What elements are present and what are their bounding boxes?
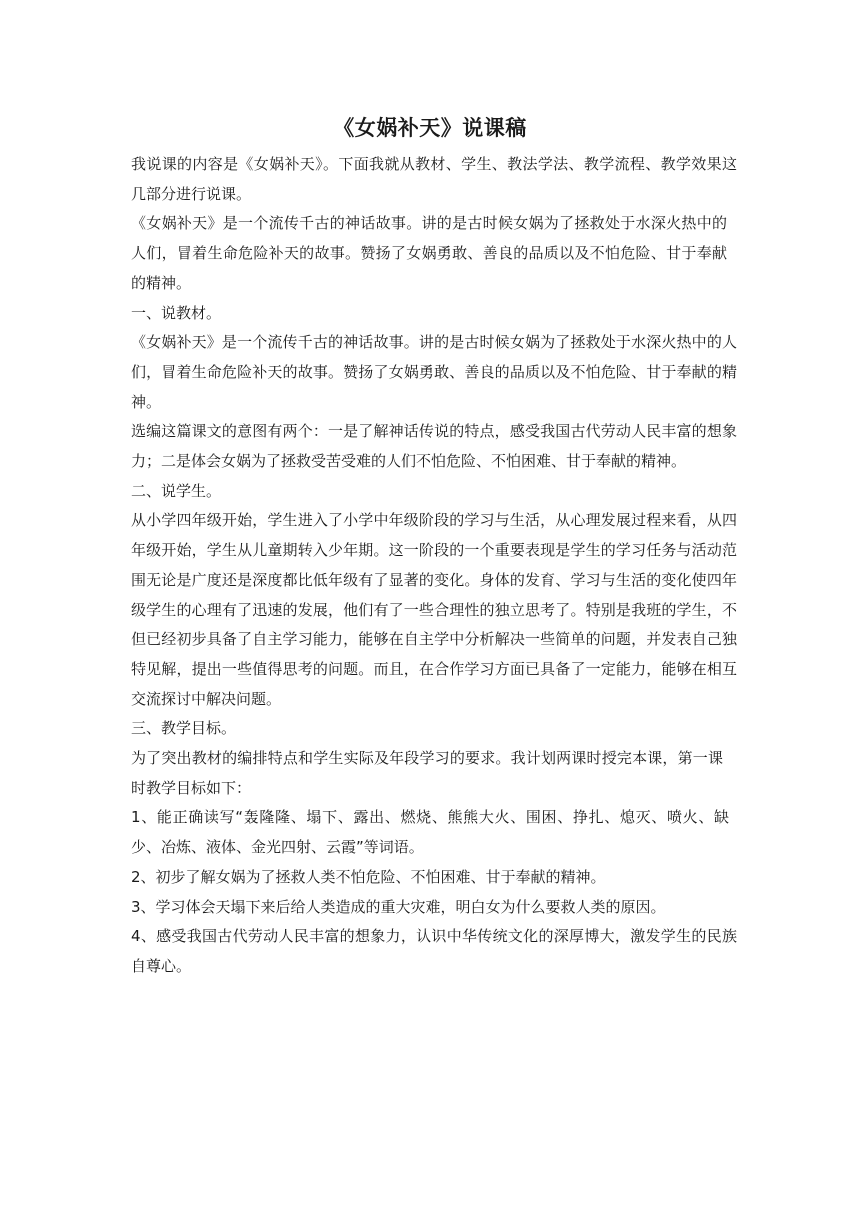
document-body <box>131 150 737 982</box>
paragraph-intro: 我说课的内容是《女娲补天》。下面我就从教材、学生、教法学法、教学流程、教学效果这几部分进行说课。 <box>131 155 737 203</box>
objective-item-2: 2、初步了解女娲为了拯救人类不怕危险、不怕困难、甘于奉献的精神。 <box>131 867 606 886</box>
objective-item-1: 1、能正确读写“轰隆隆、塌下、露出、燃烧、熊熊大火、围困、挣扎、熄灭、喷火、缺少、冶炼、液体、金光四射、云霞”等词语。 <box>131 808 729 857</box>
objective-item-4: 4、感受我国古代劳动人民丰富的想象力，认识中华传统文化的深厚博大，激发学生的民族自尊心。 <box>131 927 737 975</box>
paragraph-summary: 《女娲补天》是一个流传千古的神话故事。讲的是古时候女娲为了拯救处于水深火热中的人们，冒着生命危险补天的故事。赞扬了女娲勇敢、善良的品质以及不怕危险、甘于奉献的精神。 <box>131 214 727 292</box>
section-heading-objectives: 三、教学目标。 <box>131 719 237 738</box>
paragraph-students: 从小学四年级开始，学生进入了小学中年级阶段的学习与生活，从心理发展过程来看，从四年级开始，学生从儿童期转入少年期。这一阶段的一个重要表现是学生的学习任务与活动范围无论是广度还是深度都比低年级有了显著的变化。身体的发育、学习与生活的变化使四年级学生的心理有了迅速的发展，他们有了一些合理性的独立思考了。特别是我班的学生，不但已经初步具备了自主学习能力，能够在自主学中分析解决一些简单的问题，并发表自己独特见解，提出一些值得思考的问题。而且，在合作学习方面已具备了一定能力，能够在相互交流探讨中解决问题。 <box>131 511 737 708</box>
objective-item-3: 3、学习体会天塌下来后给人类造成的重大灾难，明白女为什么要救人类的原因。 <box>131 897 666 916</box>
paragraph-objectives-intro: 为了突出教材的编排特点和学生实际及年段学习的要求。我计划两课时授完本课，第一课时教学目标如下： <box>131 749 723 797</box>
section-heading-students: 二、说学生。 <box>131 481 222 500</box>
paragraph-intent: 选编这篇课文的意图有两个：一是了解神话传说的特点，感受我国古代劳动人民丰富的想象力；二是体会女娲为了拯救受苦受难的人们不怕危险、不怕困难、甘于奉献的精神。 <box>131 422 737 471</box>
paragraph-materials: 《女娲补天》是一个流传千古的神话故事。讲的是古时候女娲为了拯救处于水深火热中的人们，冒着生命危险补天的故事。赞扬了女娲勇敢、善良的品质以及不怕危险、甘于奉献的精神。 <box>131 333 737 411</box>
section-heading-materials: 一、说教材。 <box>131 303 222 322</box>
document-title: 《女娲补天》说课稿 <box>333 116 527 140</box>
